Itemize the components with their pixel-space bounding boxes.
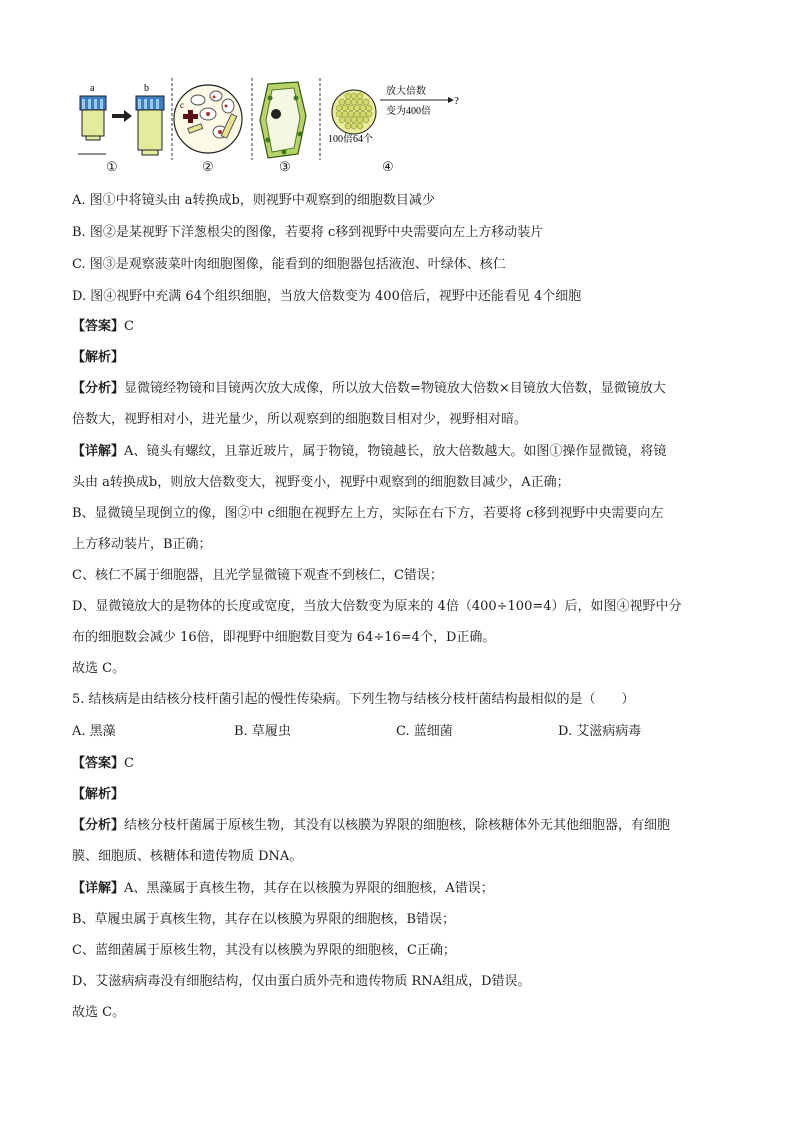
q4-detail-text-5: C、核仁不属于细胞器，且光学显微镜下观查不到核仁，C错误； <box>72 568 443 583</box>
fig4-cell-view <box>328 84 459 145</box>
q4-detail-text-3: B、显微镜呈现倒立的像，图②中 c细胞在视野左上方，实际在右下方，若要将 c移到视野中央需要向左 <box>72 506 664 521</box>
arrow-icon <box>112 110 132 122</box>
q5-analysis-heading <box>72 786 124 804</box>
q5-detail-text-4: D、艾滋病病毒没有细胞结构，仅由蛋白质外壳和遗传物质 RNA组成，D错误。 <box>72 974 531 989</box>
q4-detail-text-7: 布的细胞数会减少 16倍，即视野中细胞数目变为 64÷16=4个，D正确。 <box>72 630 496 645</box>
objective-lens-a <box>80 96 106 140</box>
fig4-top-text-1: 放大倍数 <box>386 86 426 97</box>
fig-label-3: ③ <box>279 160 291 175</box>
q4-detail-line-1 <box>72 443 666 461</box>
q5-answer-value: C <box>124 756 134 771</box>
q5-conclusion: 故选 C。 <box>72 1005 126 1020</box>
q4-answer-value: C <box>124 319 134 334</box>
q4-conclusion: 故选 C。 <box>72 661 126 676</box>
q5-detail-text-1: A、黑藻属于真核生物，其存在以核膜为界限的细胞核，A错误； <box>124 881 494 896</box>
q4-fenxi-label: 【分析】 <box>72 381 125 396</box>
q4-analysis-heading <box>72 349 124 367</box>
fig4-question: ? <box>454 95 459 107</box>
q5-stem: 5. 结核病是由结核分枝杆菌引起的慢性传染病。下列生物与结核分枝杆菌结构最相似的是（ ） <box>72 692 635 707</box>
microscope-figure <box>76 74 476 184</box>
fig4-top-text-2: 变为400倍 <box>386 106 431 117</box>
fig-label-4: ④ <box>382 160 394 175</box>
q5-detail-text-2: B、草履虫属于真核生物，其存在以核膜为界限的细胞核，B错误； <box>72 912 456 927</box>
q4-fenxi-text-2: 倍数大，视野相对小，进光量少，所以观察到的细胞数目相对少，视野相对暗。 <box>72 412 528 427</box>
q4-fenxi-text-1: 显微镜经物镜和目镜两次放大成像，所以放大倍数=物镜放大倍数×目镜放大倍数，显微镜放大 <box>124 381 666 396</box>
q5-fenxi-line-1 <box>72 817 670 835</box>
q5-option-d: D. 艾滋病病毒 <box>558 724 642 739</box>
q4-answer <box>72 318 134 336</box>
q5-detail-line-1 <box>72 880 494 898</box>
fig-label-1: ① <box>106 160 118 175</box>
q5-answer <box>72 755 134 773</box>
q4-option-c: C. 图③是观察菠菜叶肉细胞图像，能看到的细胞器包括液泡、叶绿体、核仁 <box>72 257 506 272</box>
q5-option-b: B. 草履虫 <box>234 724 291 739</box>
fig-label-2: ② <box>202 160 214 175</box>
q4-detail-text-2: 头由 a转换成b，则放大倍数变大，视野变小，视野中观察到的细胞数目减少，A正确； <box>72 475 570 490</box>
q5-fenxi-text-2: 膜、细胞质、核糖体和遗传物质 DNA。 <box>72 849 303 864</box>
fig2-label-c: c <box>180 100 184 110</box>
q5-fenxi-label: 【分析】 <box>72 818 125 833</box>
q5-option-a: A. 黑藻 <box>72 724 116 739</box>
q5-xiangjie-label: 【详解】 <box>72 881 125 896</box>
q5-analysis-label: 【解析】 <box>72 787 125 802</box>
q5-fenxi-text-1: 结核分枝杆菌属于原核生物，其没有以核膜为界限的细胞核，除核糖体外无其他细胞器，有细胞 <box>124 818 671 833</box>
q4-detail-text-1: A、镜头有螺纹，且靠近玻片，属于物镜，物镜越长，放大倍数越大。如图①操作显微镜，将镜 <box>124 444 667 459</box>
q4-option-d: D. 图④视野中充满 64个组织细胞，当放大倍数变为 400倍后，视野中还能看见 4个细胞 <box>72 289 582 304</box>
q4-detail-text-6: D、显微镜放大的是物体的长度或宽度，当放大倍数变为原来的 4倍（400÷100=4）后，如图④视野中分 <box>72 599 682 614</box>
q4-answer-label: 【答案】 <box>72 319 125 334</box>
objective-lens-b <box>136 96 164 155</box>
q4-detail-text-4: 上方移动装片，B正确； <box>72 537 212 552</box>
q4-analysis-label: 【解析】 <box>72 350 125 365</box>
q4-option-b: B. 图②是某视野下洋葱根尖的图像，若要将 c移到视野中央需要向左上方移动装片 <box>72 225 544 240</box>
figure-drawing <box>76 74 476 184</box>
root-tip-view <box>174 85 242 153</box>
q4-xiangjie-label: 【详解】 <box>72 444 125 459</box>
q5-option-c: C. 蓝细菌 <box>396 724 453 739</box>
q4-fenxi-line-1 <box>72 380 666 398</box>
q5-detail-text-3: C、蓝细菌属于原核生物，其没有以核膜为界限的细胞核，C正确； <box>72 943 456 958</box>
fig1-label-a: a <box>90 83 95 94</box>
fig1-label-b: b <box>144 83 149 94</box>
leaf-cell-view <box>260 82 306 158</box>
q5-answer-label: 【答案】 <box>72 756 125 771</box>
fig4-bottom-text: 100倍64个 <box>328 134 373 145</box>
q4-option-a: A. 图①中将镜头由 a转换成b，则视野中观察到的细胞数目减少 <box>72 193 435 208</box>
